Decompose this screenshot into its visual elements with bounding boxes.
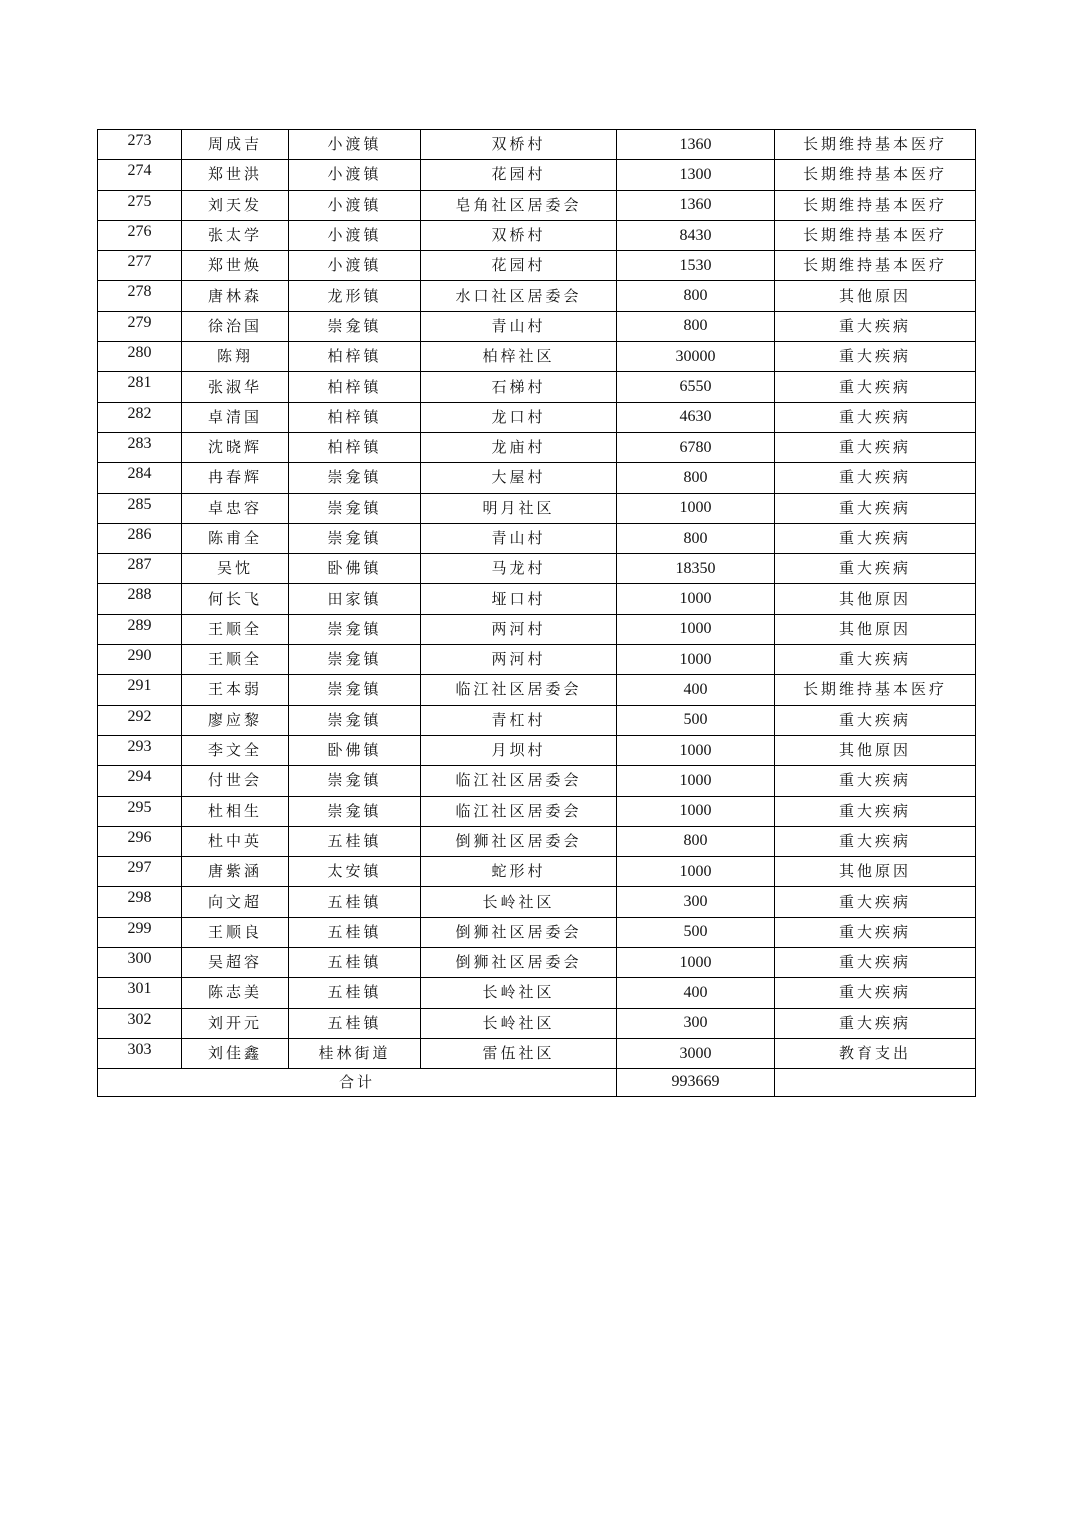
village-name: 月坝村 <box>421 735 617 765</box>
town-name: 崇龛镇 <box>289 766 421 796</box>
village-name: 倒狮社区居委会 <box>421 826 617 856</box>
village-name: 临江社区居委会 <box>421 796 617 826</box>
relief-amount: 800 <box>617 311 775 341</box>
person-name: 冉春辉 <box>182 463 289 493</box>
town-name: 柏梓镇 <box>289 342 421 372</box>
relief-amount: 4630 <box>617 402 775 432</box>
row-number: 297 <box>98 857 182 887</box>
person-name: 周成吉 <box>182 130 289 160</box>
town-name: 崇龛镇 <box>289 675 421 705</box>
relief-reason: 其他原因 <box>775 584 976 614</box>
town-name: 卧佛镇 <box>289 554 421 584</box>
table-row <box>98 766 976 796</box>
town-name: 柏梓镇 <box>289 372 421 402</box>
row-number: 273 <box>98 130 182 160</box>
village-name: 双桥村 <box>421 130 617 160</box>
town-name: 崇龛镇 <box>289 523 421 553</box>
village-name: 垭口村 <box>421 584 617 614</box>
village-name: 长岭社区 <box>421 887 617 917</box>
relief-amount: 1000 <box>617 857 775 887</box>
table-row <box>98 614 976 644</box>
village-name: 柏梓社区 <box>421 342 617 372</box>
relief-reason: 重大疾病 <box>775 917 976 947</box>
table-row <box>98 1008 976 1038</box>
row-number: 277 <box>98 251 182 281</box>
table-row <box>98 796 976 826</box>
relief-reason: 重大疾病 <box>775 554 976 584</box>
total-amount: 993669 <box>617 1069 775 1096</box>
relief-reason: 重大疾病 <box>775 978 976 1008</box>
relief-amount: 800 <box>617 463 775 493</box>
relief-reason: 长期维持基本医疗 <box>775 251 976 281</box>
row-number: 274 <box>98 160 182 190</box>
town-name: 崇龛镇 <box>289 463 421 493</box>
person-name: 刘天发 <box>182 190 289 220</box>
row-number: 285 <box>98 493 182 523</box>
table-row <box>98 675 976 705</box>
row-number: 283 <box>98 432 182 462</box>
relief-amount: 8430 <box>617 220 775 250</box>
town-name: 五桂镇 <box>289 917 421 947</box>
relief-amount: 3000 <box>617 1038 775 1068</box>
table-row <box>98 432 976 462</box>
relief-reason: 重大疾病 <box>775 523 976 553</box>
relief-reason: 重大疾病 <box>775 432 976 462</box>
relief-reason: 重大疾病 <box>775 826 976 856</box>
row-number: 284 <box>98 463 182 493</box>
table-row <box>98 311 976 341</box>
relief-reason: 重大疾病 <box>775 372 976 402</box>
row-number: 289 <box>98 614 182 644</box>
relief-reason: 其他原因 <box>775 614 976 644</box>
village-name: 青杠村 <box>421 705 617 735</box>
town-name: 柏梓镇 <box>289 402 421 432</box>
person-name: 王顺良 <box>182 917 289 947</box>
village-name: 青山村 <box>421 311 617 341</box>
table-row <box>98 342 976 372</box>
table-row <box>98 917 976 947</box>
row-number: 281 <box>98 372 182 402</box>
table-row <box>98 857 976 887</box>
table-row <box>98 584 976 614</box>
person-name: 陈志美 <box>182 978 289 1008</box>
person-name: 陈甫全 <box>182 523 289 553</box>
person-name: 张太学 <box>182 220 289 250</box>
relief-reason: 重大疾病 <box>775 342 976 372</box>
town-name: 崇龛镇 <box>289 614 421 644</box>
relief-reason: 长期维持基本医疗 <box>775 130 976 160</box>
table-row <box>98 463 976 493</box>
table-row <box>98 523 976 553</box>
person-name: 吴忱 <box>182 554 289 584</box>
relief-reason: 重大疾病 <box>775 1008 976 1038</box>
row-number: 298 <box>98 887 182 917</box>
person-name: 郑世焕 <box>182 251 289 281</box>
relief-table <box>97 129 976 1097</box>
table-row <box>98 160 976 190</box>
person-name: 王本弱 <box>182 675 289 705</box>
relief-reason: 重大疾病 <box>775 705 976 735</box>
village-name: 两河村 <box>421 614 617 644</box>
relief-reason: 长期维持基本医疗 <box>775 190 976 220</box>
village-name: 明月社区 <box>421 493 617 523</box>
village-name: 石梯村 <box>421 372 617 402</box>
person-name: 杜相生 <box>182 796 289 826</box>
relief-amount: 800 <box>617 826 775 856</box>
town-name: 小渡镇 <box>289 251 421 281</box>
village-name: 龙口村 <box>421 402 617 432</box>
row-number: 282 <box>98 402 182 432</box>
row-number: 288 <box>98 584 182 614</box>
person-name: 王顺全 <box>182 645 289 675</box>
village-name: 龙庙村 <box>421 432 617 462</box>
village-name: 水口社区居委会 <box>421 281 617 311</box>
village-name: 倒狮社区居委会 <box>421 948 617 978</box>
person-name: 卓忠容 <box>182 493 289 523</box>
relief-reason: 重大疾病 <box>775 796 976 826</box>
town-name: 柏梓镇 <box>289 432 421 462</box>
town-name: 田家镇 <box>289 584 421 614</box>
total-label: 合计 <box>98 1069 617 1096</box>
person-name: 郑世洪 <box>182 160 289 190</box>
relief-reason: 重大疾病 <box>775 948 976 978</box>
relief-reason: 重大疾病 <box>775 766 976 796</box>
relief-amount: 1000 <box>617 614 775 644</box>
relief-amount: 800 <box>617 281 775 311</box>
relief-reason: 长期维持基本医疗 <box>775 675 976 705</box>
row-number: 290 <box>98 645 182 675</box>
town-name: 桂林街道 <box>289 1038 421 1068</box>
person-name: 卓清国 <box>182 402 289 432</box>
town-name: 崇龛镇 <box>289 645 421 675</box>
relief-amount: 1360 <box>617 190 775 220</box>
table-body <box>98 130 976 1069</box>
village-name: 大屋村 <box>421 463 617 493</box>
row-number: 301 <box>98 978 182 1008</box>
relief-amount: 30000 <box>617 342 775 372</box>
town-name: 五桂镇 <box>289 978 421 1008</box>
table-row <box>98 554 976 584</box>
row-number: 278 <box>98 281 182 311</box>
table-row <box>98 281 976 311</box>
relief-reason: 长期维持基本医疗 <box>775 220 976 250</box>
person-name: 唐林森 <box>182 281 289 311</box>
relief-reason: 重大疾病 <box>775 645 976 675</box>
relief-amount: 6550 <box>617 372 775 402</box>
person-name: 廖应黎 <box>182 705 289 735</box>
town-name: 五桂镇 <box>289 826 421 856</box>
person-name: 向文超 <box>182 887 289 917</box>
table-row <box>98 948 976 978</box>
town-name: 崇龛镇 <box>289 705 421 735</box>
relief-amount: 1000 <box>617 796 775 826</box>
village-name: 雷伍社区 <box>421 1038 617 1068</box>
town-name: 崇龛镇 <box>289 493 421 523</box>
town-name: 崇龛镇 <box>289 311 421 341</box>
relief-reason: 长期维持基本医疗 <box>775 160 976 190</box>
table-row <box>98 493 976 523</box>
row-number: 299 <box>98 917 182 947</box>
town-name: 龙形镇 <box>289 281 421 311</box>
row-number: 276 <box>98 220 182 250</box>
town-name: 小渡镇 <box>289 190 421 220</box>
total-row <box>98 1069 976 1096</box>
row-number: 279 <box>98 311 182 341</box>
row-number: 302 <box>98 1008 182 1038</box>
person-name: 刘佳鑫 <box>182 1038 289 1068</box>
relief-reason: 重大疾病 <box>775 493 976 523</box>
town-name: 小渡镇 <box>289 160 421 190</box>
village-name: 蛇形村 <box>421 857 617 887</box>
relief-reason: 其他原因 <box>775 735 976 765</box>
town-name: 卧佛镇 <box>289 735 421 765</box>
row-number: 292 <box>98 705 182 735</box>
table-row <box>98 705 976 735</box>
relief-amount: 300 <box>617 887 775 917</box>
relief-amount: 800 <box>617 523 775 553</box>
row-number: 295 <box>98 796 182 826</box>
relief-amount: 500 <box>617 917 775 947</box>
relief-amount: 1000 <box>617 735 775 765</box>
village-name: 双桥村 <box>421 220 617 250</box>
town-name: 五桂镇 <box>289 948 421 978</box>
relief-reason: 重大疾病 <box>775 887 976 917</box>
person-name: 刘开元 <box>182 1008 289 1038</box>
relief-reason: 其他原因 <box>775 281 976 311</box>
table-row <box>98 372 976 402</box>
relief-reason: 重大疾病 <box>775 463 976 493</box>
person-name: 何长飞 <box>182 584 289 614</box>
village-name: 两河村 <box>421 645 617 675</box>
relief-amount: 18350 <box>617 554 775 584</box>
village-name: 花园村 <box>421 160 617 190</box>
person-name: 杜中英 <box>182 826 289 856</box>
relief-reason: 重大疾病 <box>775 311 976 341</box>
table-row <box>98 130 976 160</box>
relief-amount: 1360 <box>617 130 775 160</box>
village-name: 临江社区居委会 <box>421 766 617 796</box>
village-name: 倒狮社区居委会 <box>421 917 617 947</box>
village-name: 花园村 <box>421 251 617 281</box>
relief-amount: 1000 <box>617 493 775 523</box>
relief-reason: 重大疾病 <box>775 402 976 432</box>
town-name: 崇龛镇 <box>289 796 421 826</box>
row-number: 293 <box>98 735 182 765</box>
relief-amount: 1000 <box>617 645 775 675</box>
table-row <box>98 402 976 432</box>
person-name: 吴超容 <box>182 948 289 978</box>
person-name: 唐紫涵 <box>182 857 289 887</box>
person-name: 陈翔 <box>182 342 289 372</box>
relief-amount: 1300 <box>617 160 775 190</box>
row-number: 291 <box>98 675 182 705</box>
village-name: 长岭社区 <box>421 1008 617 1038</box>
relief-amount: 300 <box>617 1008 775 1038</box>
person-name: 李文全 <box>182 735 289 765</box>
table-row <box>98 887 976 917</box>
row-number: 303 <box>98 1038 182 1068</box>
relief-amount: 6780 <box>617 432 775 462</box>
relief-amount: 1000 <box>617 948 775 978</box>
row-number: 286 <box>98 523 182 553</box>
relief-amount: 1530 <box>617 251 775 281</box>
relief-amount: 400 <box>617 978 775 1008</box>
relief-amount: 500 <box>617 705 775 735</box>
row-number: 287 <box>98 554 182 584</box>
row-number: 280 <box>98 342 182 372</box>
row-number: 296 <box>98 826 182 856</box>
town-name: 小渡镇 <box>289 130 421 160</box>
table-row <box>98 645 976 675</box>
village-name: 皂角社区居委会 <box>421 190 617 220</box>
relief-amount: 1000 <box>617 584 775 614</box>
town-name: 五桂镇 <box>289 887 421 917</box>
table-row <box>98 220 976 250</box>
village-name: 长岭社区 <box>421 978 617 1008</box>
relief-reason: 教育支出 <box>775 1038 976 1068</box>
village-name: 青山村 <box>421 523 617 553</box>
total-reason <box>775 1069 976 1096</box>
row-number: 275 <box>98 190 182 220</box>
person-name: 王顺全 <box>182 614 289 644</box>
table-row <box>98 826 976 856</box>
row-number: 300 <box>98 948 182 978</box>
table-row <box>98 1038 976 1068</box>
table-row <box>98 735 976 765</box>
person-name: 付世会 <box>182 766 289 796</box>
town-name: 五桂镇 <box>289 1008 421 1038</box>
village-name: 马龙村 <box>421 554 617 584</box>
table-row <box>98 251 976 281</box>
relief-reason: 其他原因 <box>775 857 976 887</box>
table-row <box>98 190 976 220</box>
town-name: 太安镇 <box>289 857 421 887</box>
relief-amount: 400 <box>617 675 775 705</box>
table-row <box>98 978 976 1008</box>
relief-amount: 1000 <box>617 766 775 796</box>
person-name: 沈晓辉 <box>182 432 289 462</box>
person-name: 张淑华 <box>182 372 289 402</box>
village-name: 临江社区居委会 <box>421 675 617 705</box>
person-name: 徐治国 <box>182 311 289 341</box>
town-name: 小渡镇 <box>289 220 421 250</box>
row-number: 294 <box>98 766 182 796</box>
